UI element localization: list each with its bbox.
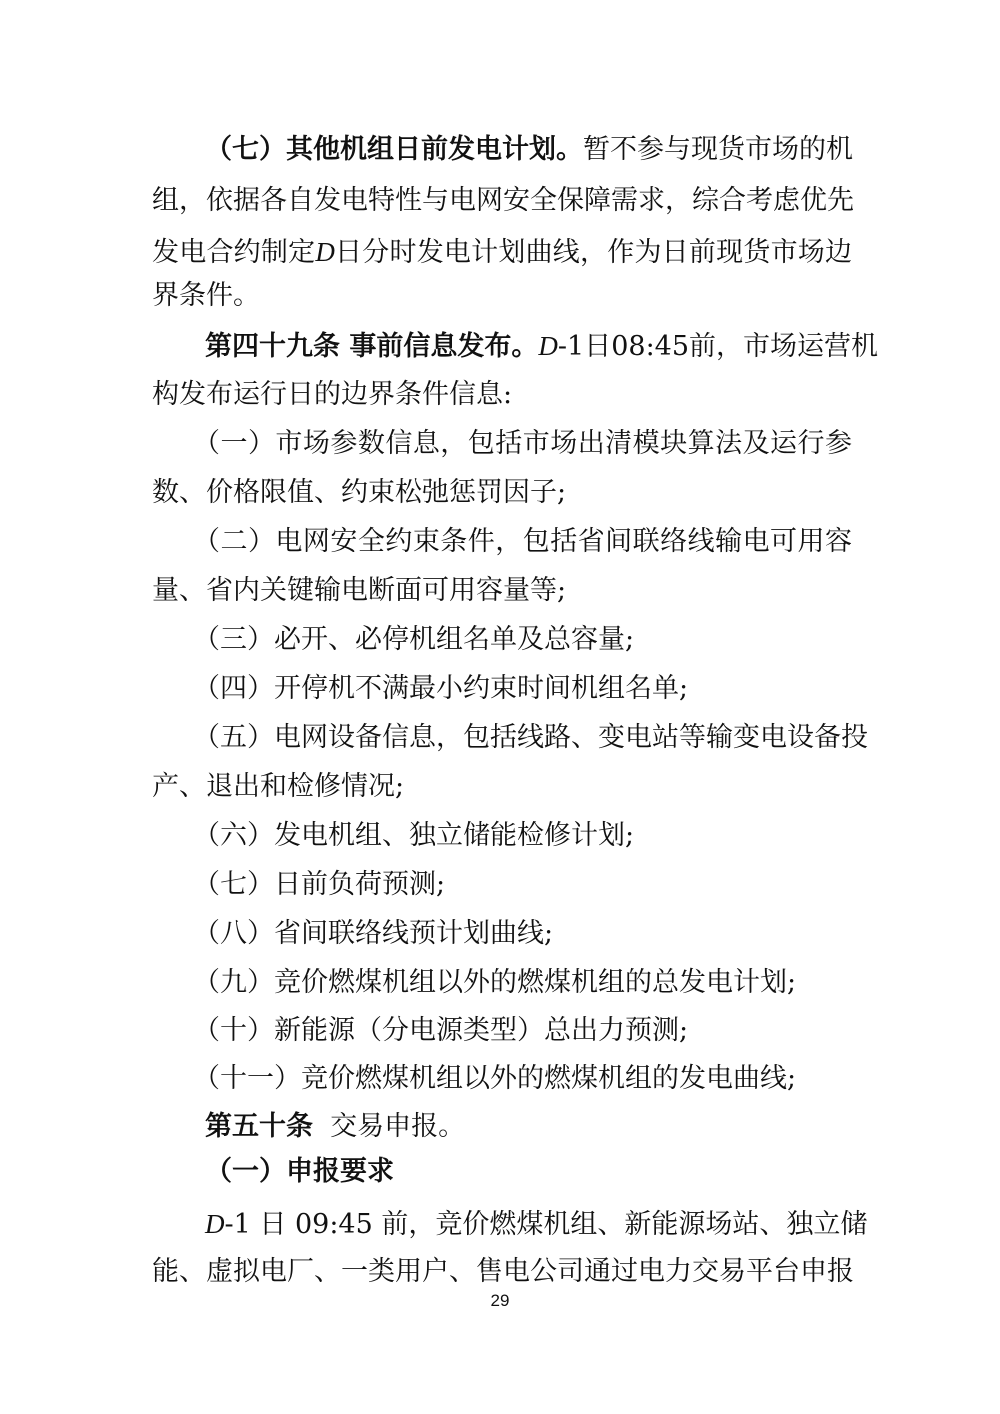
art49-heading: 第四十九条 事前信息发布。 — [205, 331, 539, 362]
art49-item-7: （七）日前负荷预测; — [193, 869, 446, 900]
art49-item-2-line-1: （二）电网安全约束条件，包括省间联络线输电可用容 — [193, 526, 852, 557]
p7-line-1: （七）其他机组日前发电计划。暂不参与现货市场的机 — [205, 134, 853, 165]
art49-line-1: 第四十九条 事前信息发布。D-1日08:45前，市场运营机 — [205, 331, 879, 362]
art50-heading: 第五十条 — [205, 1111, 313, 1142]
art49-item-3: （三）必开、必停机组名单及总容量; — [193, 624, 635, 655]
art49-item-11: （十一）竞价燃煤机组以外的燃煤机组的发电曲线; — [193, 1063, 797, 1094]
art49-item-4: （四）开停机不满最小约束时间机组名单; — [193, 673, 689, 704]
art49-item-2-line-2: 量、省内关键输电断面可用容量等; — [152, 575, 567, 606]
art49-item-5-line-1: （五）电网设备信息，包括线路、变电站等输变电设备投 — [193, 722, 868, 753]
art49-line-2: 构发布运行日的边界条件信息: — [152, 379, 513, 410]
art49-item-1-line-2: 数、价格限值、约束松弛惩罚因子; — [152, 477, 567, 508]
art49-item-6: （六）发电机组、独立储能检修计划; — [193, 820, 635, 851]
p7-heading: （七）其他机组日前发电计划。 — [205, 134, 583, 165]
art50-line-1: 第五十条 交易申报。 — [205, 1111, 466, 1142]
page-number: 29 — [490, 1291, 510, 1310]
p7-line-3: 发电合约制定D日分时发电计划曲线，作为日前现货市场边 — [152, 237, 853, 268]
art49-item-9: （九）竞价燃煤机组以外的燃煤机组的总发电计划; — [193, 967, 797, 998]
p7-line-2: 组，依据各自发电特性与电网安全保障需求，综合考虑优先 — [152, 185, 854, 216]
art50-line-3: D-1 日 09:45 前，竞价燃煤机组、新能源场站、独立储 — [205, 1209, 868, 1240]
art49-item-10: （十）新能源（分电源类型）总出力预测; — [193, 1015, 689, 1046]
art49-item-8: （八）省间联络线预计划曲线; — [193, 918, 554, 949]
art50-sub-heading: （一）申报要求 — [205, 1156, 394, 1187]
art49-item-1-line-1: （一）市场参数信息，包括市场出清模块算法及运行参 — [193, 428, 852, 459]
art49-item-5-line-2: 产、退出和检修情况; — [152, 771, 405, 802]
art50-line-4: 能、虚拟电厂、一类用户、售电公司通过电力交易平台申报 — [152, 1256, 854, 1287]
p7-line-4: 界条件。 — [152, 280, 260, 311]
